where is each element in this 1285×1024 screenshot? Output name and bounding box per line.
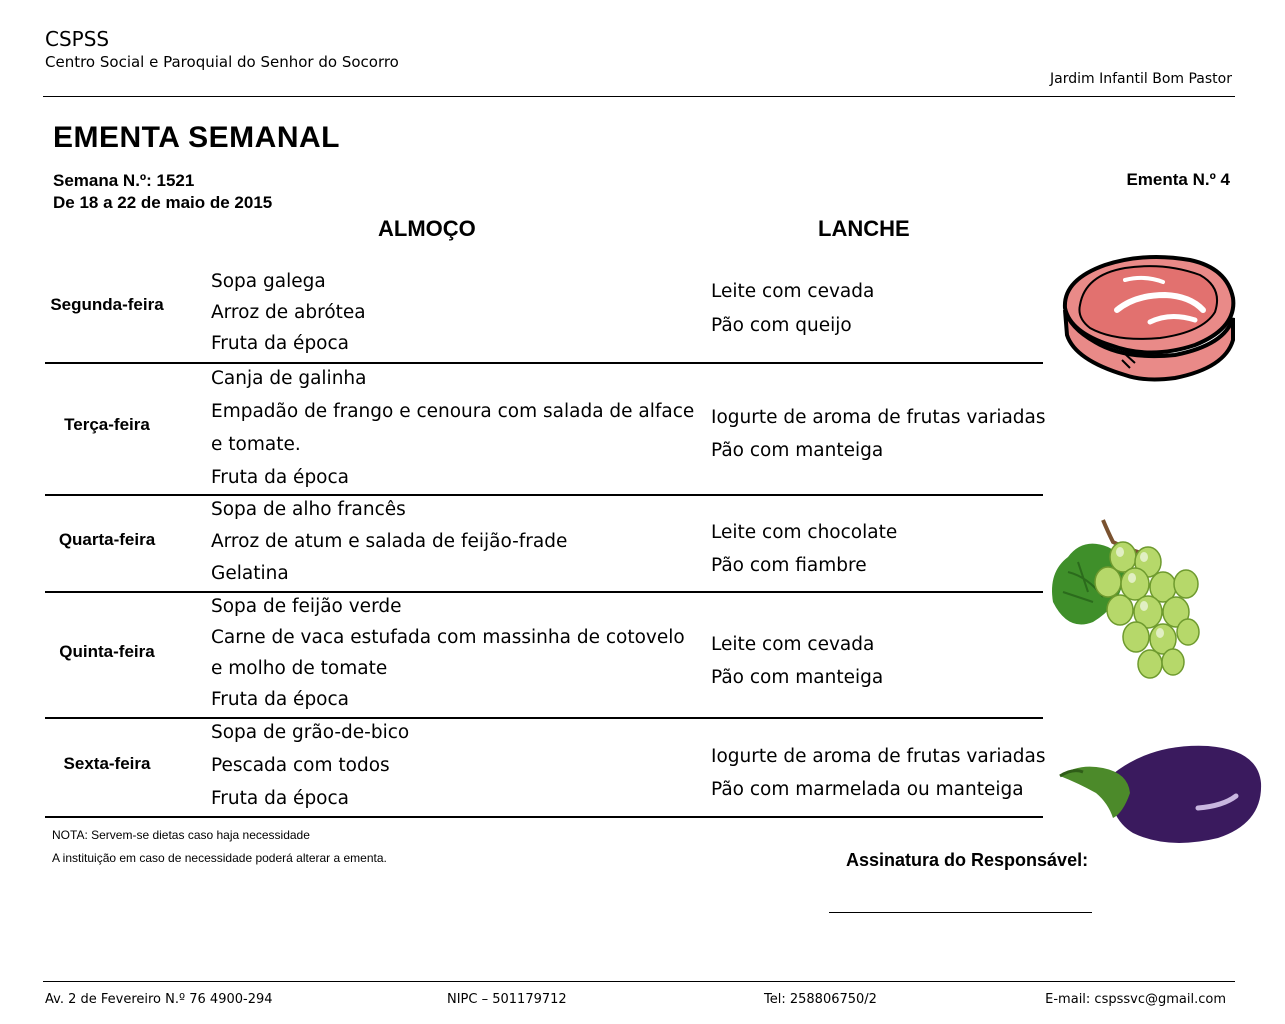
lunch-item: Arroz de atum e salada de feijão-frade — [211, 531, 568, 552]
lunch-item: Fruta da época — [211, 689, 350, 710]
snack-item: Iogurte de aroma de frutas variadas — [711, 407, 1046, 428]
footer-nipc: NIPC – 501179712 — [447, 992, 567, 1007]
snack-items-monday — [711, 275, 874, 343]
page-title: EMENTA SEMANAL — [53, 121, 340, 154]
day-label-tuesday: Terça-feira — [64, 415, 150, 434]
header-divider — [43, 96, 1235, 97]
snack-item: Pão com manteiga — [711, 440, 884, 461]
meat-steak-icon — [1055, 250, 1240, 390]
week-info — [53, 170, 272, 214]
ementa-number: Ementa N.º 4 — [1126, 170, 1230, 189]
snack-item: Leite com chocolate — [711, 522, 898, 543]
org-short-name: CSPSS — [45, 27, 110, 51]
snack-item: Pão com marmelada ou manteiga — [711, 779, 1024, 800]
lunch-item: Sopa galega — [211, 271, 326, 292]
snack-item: Pão com manteiga — [711, 667, 884, 688]
snack-item: Leite com cevada — [711, 281, 875, 302]
lunch-item: Fruta da época — [211, 333, 350, 354]
lunch-items-monday — [211, 266, 366, 359]
signature-line — [829, 912, 1092, 913]
lunch-item: Gelatina — [211, 563, 289, 584]
footer-address: Av. 2 de Fevereiro N.º 76 4900-294 — [45, 992, 273, 1007]
snack-item: Leite com cevada — [711, 634, 875, 655]
row-divider — [45, 816, 1043, 818]
eggplant-icon — [1058, 738, 1268, 848]
lunch-items-friday — [211, 716, 409, 815]
school-name: Jardim Infantil Bom Pastor — [1050, 71, 1232, 87]
snack-items-friday — [711, 740, 1046, 806]
lunch-item: Canja de galinha — [211, 368, 367, 389]
lunch-item: Empadão de frango e cenoura com salada de alface — [211, 401, 695, 422]
week-dates: De 18 a 22 de maio de 2015 — [53, 193, 273, 212]
lunch-column-header: ALMOÇO — [378, 216, 476, 241]
snack-item: Pão com queijo — [711, 315, 852, 336]
lunch-item: Sopa de alho francês — [211, 499, 406, 520]
lunch-item: Fruta da época — [211, 467, 350, 488]
snack-items-tuesday — [711, 401, 1046, 467]
lunch-item: Fruta da época — [211, 788, 350, 809]
lunch-items-wednesday — [211, 494, 567, 590]
day-label-wednesday: Quarta-feira — [58, 530, 156, 549]
footer-phone: Tel: 258806750/2 — [764, 992, 877, 1007]
day-label-thursday: Quinta-feira — [59, 642, 155, 661]
snack-item: Pão com fiambre — [711, 555, 867, 576]
week-number: Semana N.º: 1521 — [53, 171, 195, 190]
day-label-friday: Sexta-feira — [63, 754, 151, 773]
lunch-item: Sopa de grão-de-bico — [211, 722, 410, 743]
org-full-name: Centro Social e Paroquial do Senhor do Socorro — [45, 53, 399, 71]
note-changes: A instituição em caso de necessidade poderá alterar a ementa. — [52, 851, 387, 865]
snack-column-header: LANCHE — [818, 216, 910, 241]
footer-divider — [43, 981, 1235, 982]
lunch-item: Arroz de abrótea — [211, 302, 366, 323]
grapes-icon — [1048, 512, 1208, 692]
lunch-item: Sopa de feijão verde — [211, 596, 402, 617]
note-diets: NOTA: Servem-se dietas caso haja necessidade — [52, 828, 310, 842]
lunch-item: e molho de tomate — [211, 658, 388, 679]
snack-item: Iogurte de aroma de frutas variadas — [711, 746, 1046, 767]
lunch-item: e tomate. — [211, 434, 301, 455]
row-divider — [45, 717, 1043, 719]
lunch-items-tuesday — [211, 362, 694, 494]
snack-items-thursday — [711, 628, 883, 694]
footer-email: E-mail: cspssvc@gmail.com — [1045, 992, 1226, 1007]
day-label-monday: Segunda-feira — [50, 295, 164, 314]
lunch-item: Pescada com todos — [211, 755, 390, 776]
signature-label: Assinatura do Responsável: — [846, 850, 1089, 870]
snack-items-wednesday — [711, 516, 897, 582]
lunch-items-thursday — [211, 591, 685, 715]
lunch-item: Carne de vaca estufada com massinha de cotovelo — [211, 627, 685, 648]
